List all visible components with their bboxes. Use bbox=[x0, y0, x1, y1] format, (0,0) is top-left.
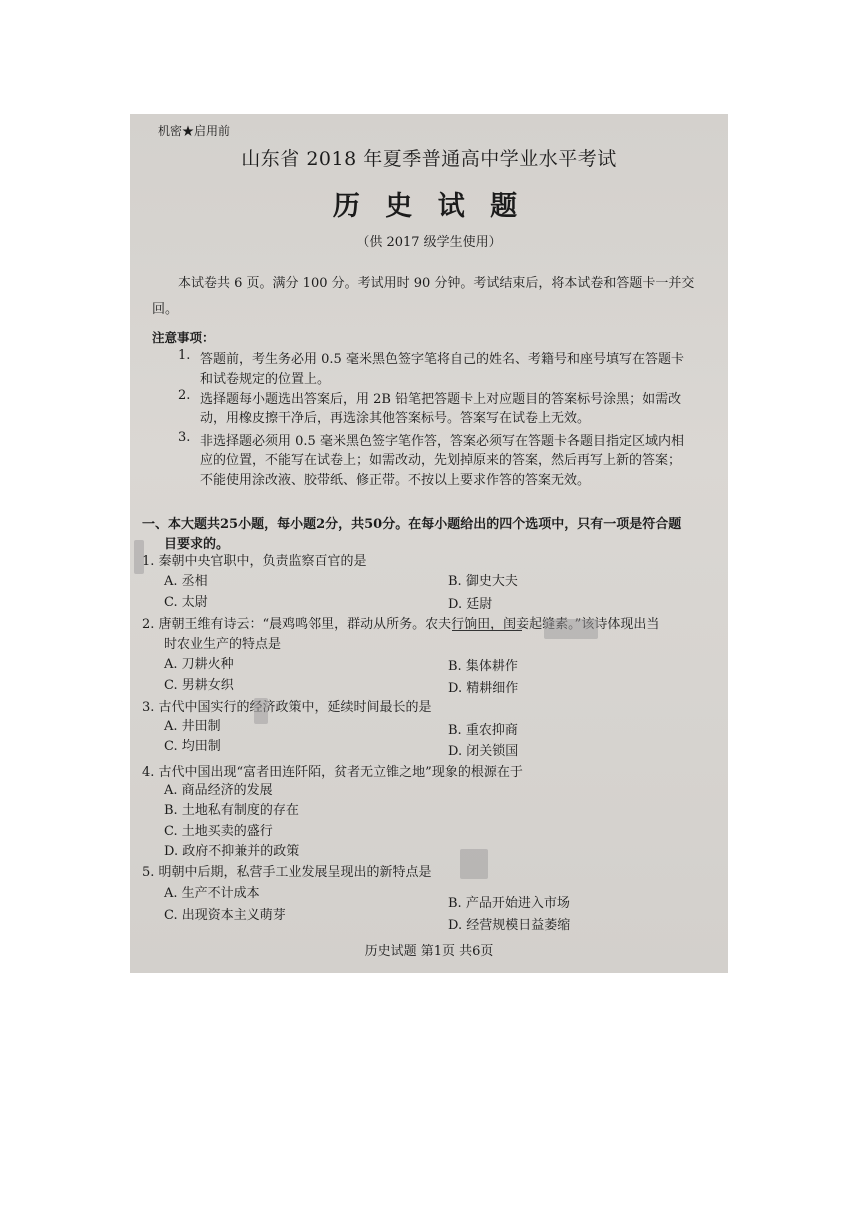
note-line: 不能使用涂改液、胶带纸、修正带。不按以上要求作答的答案无效。 bbox=[200, 473, 591, 488]
answer-option: D. 廷尉 bbox=[448, 597, 493, 612]
question-stem: 3. 古代中国实行的经济政策中，延续时间最长的是 bbox=[142, 700, 432, 715]
notes-title: 注意事项： bbox=[152, 330, 215, 345]
subject-title: 历 史 试 题 bbox=[332, 191, 526, 222]
usage-note: （供 2017 级学生使用） bbox=[356, 235, 502, 250]
section-heading: 目要求的。 bbox=[164, 537, 230, 552]
answer-option: D. 政府不抑兼并的政策 bbox=[164, 844, 300, 859]
answer-option: B. 产品开始进入市场 bbox=[448, 896, 570, 911]
note-line: 非选择题必须用 0.5 毫米黑色签字笔作答，答案必须写在答题卡各题目指定区域内相 bbox=[200, 434, 684, 449]
answer-option: A. 商品经济的发展 bbox=[164, 783, 273, 798]
answer-option: A. 井田制 bbox=[164, 719, 221, 734]
note-number: 3. bbox=[178, 430, 191, 445]
answer-option: B. 土地私有制度的存在 bbox=[164, 803, 299, 818]
answer-option: B. 重农抑商 bbox=[448, 723, 518, 738]
answer-option: C. 出现资本主义萌芽 bbox=[164, 908, 286, 923]
answer-option: B. 集体耕作 bbox=[448, 659, 518, 674]
pencil-smudge bbox=[254, 698, 268, 724]
question-stem: 时农业生产的特点是 bbox=[164, 637, 282, 652]
page-footer: 历史试题 第1页 共6页 bbox=[364, 944, 494, 959]
answer-option: C. 土地买卖的盛行 bbox=[164, 824, 273, 839]
pencil-underline bbox=[452, 630, 522, 631]
note-line: 答题前，考生务必用 0.5 毫米黑色签字笔将自己的姓名、考籍号和座号填写在答题卡 bbox=[200, 352, 684, 367]
note-line: 动，用橡皮擦干净后，再选涂其他答案标号。答案写在试卷上无效。 bbox=[200, 411, 591, 426]
answer-option: C. 太尉 bbox=[164, 595, 208, 610]
note-number: 1. bbox=[178, 348, 191, 363]
pencil-smudge bbox=[134, 540, 144, 574]
exam-page bbox=[130, 114, 728, 973]
question-stem: 4. 古代中国出现“富者田连阡陌，贫者无立锥之地”现象的根源在于 bbox=[142, 765, 523, 780]
exam-title: 山东省 2018 年夏季普通高中学业水平考试 bbox=[241, 148, 617, 170]
pencil-smudge bbox=[544, 619, 598, 639]
answer-option: A. 刀耕火种 bbox=[164, 657, 234, 672]
question-stem: 5. 明朝中后期，私营手工业发展呈现出的新特点是 bbox=[142, 865, 432, 880]
answer-option: A. 丞相 bbox=[164, 574, 208, 589]
answer-option: D. 经营规模日益萎缩 bbox=[448, 918, 571, 933]
answer-option: B. 御史大夫 bbox=[448, 574, 518, 589]
answer-option: D. 精耕细作 bbox=[448, 681, 519, 696]
answer-option: A. 生产不计成本 bbox=[164, 886, 260, 901]
answer-option: C. 均田制 bbox=[164, 739, 221, 754]
answer-option: C. 男耕女织 bbox=[164, 678, 234, 693]
note-line: 和试卷规定的位置上。 bbox=[200, 372, 331, 387]
note-number: 2. bbox=[178, 388, 191, 403]
question-stem: 2. 唐朝王维有诗云：“晨鸡鸣邻里，群动从所务。农夫行饷田，闺妾起缝素。”该诗体现出当 bbox=[142, 617, 660, 632]
question-stem: 1. 秦朝中央官职中，负责监察百官的是 bbox=[142, 554, 367, 569]
intro-line: 本试卷共 6 页。满分 100 分。考试用时 90 分钟。考试结束后，将本试卷和答题卡一并交 bbox=[178, 276, 695, 291]
pencil-smudge bbox=[460, 849, 488, 879]
answer-option: D. 闭关锁国 bbox=[448, 744, 519, 759]
note-line: 应的位置，不能写在试卷上；如需改动，先划掉原来的答案，然后再写上新的答案； bbox=[200, 453, 682, 468]
intro-line: 回。 bbox=[152, 302, 179, 317]
note-line: 选择题每小题选出答案后，用 2B 铅笔把答题卡上对应题目的答案标号涂黑；如需改 bbox=[200, 392, 682, 407]
section-heading: 一、本大题共25小题，每小题2分，共50分。在每小题给出的四个选项中，只有一项是符合题 bbox=[142, 517, 682, 532]
secret-mark: 机密★启用前 bbox=[158, 124, 231, 138]
